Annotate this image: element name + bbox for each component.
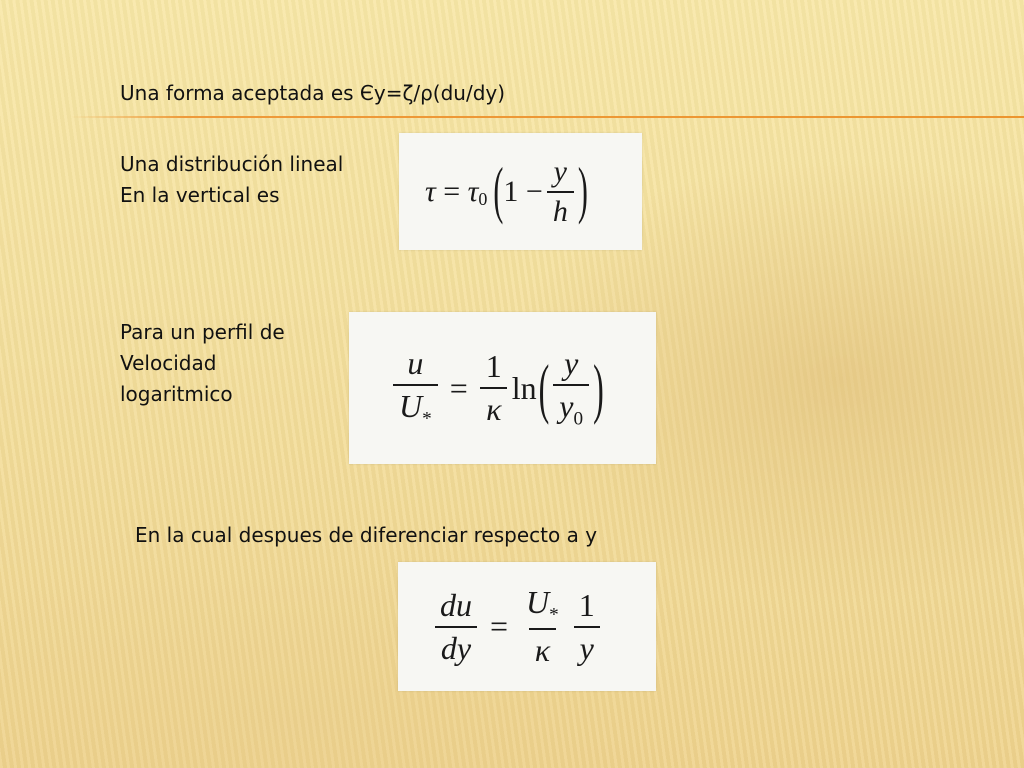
equation-linear-shear: τ = τ $_0$ ( 1 − $\frac{y}{h}$ ) [425,154,588,228]
title-underline [70,116,1024,118]
line-vertical: En la vertical es [120,183,280,207]
line-shear-definition: Una forma aceptada es Єy=ζ/ρ(du/dy) [120,81,506,105]
equation-derivative-image [398,562,656,691]
equation-log-profile-image [349,312,656,464]
equation-log-profile: $\frac{u}{U_*}$ = $\frac{1}{\kappa}$ ln ( $\frac{y}{y_0}$ ) [349,312,656,464]
line-velocity: Velocidad [120,351,217,375]
line-logarithmic: logaritmico [120,382,233,406]
line-velocity-profile: Para un perfil de [120,320,285,344]
equation-derivative: $\frac{du}{dy}$ = $\frac{U_*}{\kappa}$ $\frac{1}{y}$ [398,562,656,691]
line-differentiate: En la cual despues de diferenciar respecto a y [135,523,598,547]
equation-linear-shear-image [399,133,642,250]
line-linear-distribution: Una distribución lineal [120,152,344,176]
